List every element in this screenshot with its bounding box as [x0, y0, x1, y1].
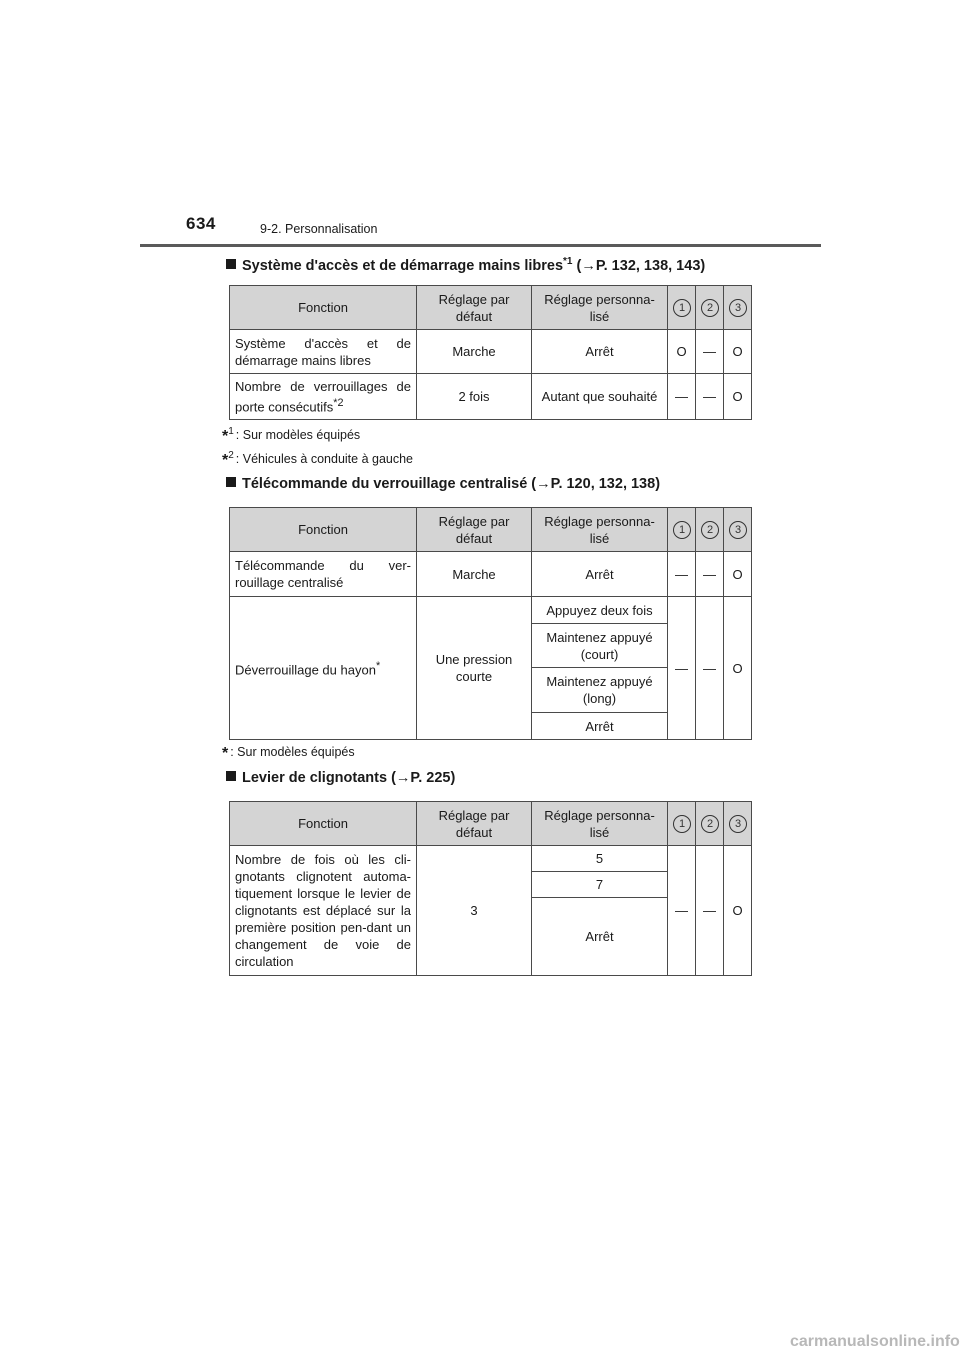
cell-custom: Arrêt	[532, 552, 668, 597]
cell-default: 3	[417, 846, 532, 976]
column-header-function: Fonction	[230, 802, 417, 846]
cell-default: 2 fois	[417, 374, 532, 420]
column-header-function: Fonction	[230, 508, 417, 552]
cell-method-2: —	[696, 846, 724, 976]
square-bullet-icon	[226, 477, 236, 487]
cell-method-3: O	[724, 597, 752, 740]
footnote-2: *$^2$ : Véhicules à conduite à gauche	[222, 450, 414, 470]
circled-1-icon: 1	[673, 299, 691, 317]
cell-method-2: —	[696, 374, 724, 420]
table-row	[230, 552, 752, 597]
cell-method-1: —	[668, 552, 696, 597]
table-header-row	[230, 508, 752, 552]
column-header-custom: Réglage personna-lisé	[532, 286, 668, 330]
circled-3-icon: 3	[729, 521, 747, 539]
column-header-default: Réglage par défaut	[417, 802, 532, 846]
footnote-1: *$^1$ : Sur modèles équipés	[222, 426, 361, 446]
cell-method-1: —	[668, 597, 696, 740]
footnote-3: * : Sur modèles équipés	[222, 745, 355, 762]
section-title-keyless: Système d'accès et de démarrage mains libres$^{*1}$ (→P. 132, 138, 143)	[226, 256, 705, 274]
cell-method-1: —	[668, 374, 696, 420]
cell-function: Nombre de fois où les cli-gnotants clignotent automa-tiquement lorsque le levier de clignotants est déplacé sur la première position pen-dant un changement de voie de circulation	[230, 846, 417, 976]
cell-default: Une pression courte	[417, 597, 532, 740]
cell-custom-option: Maintenez appuyé (long)	[532, 668, 668, 713]
cell-method-3: O	[724, 374, 752, 420]
table-row	[230, 846, 752, 872]
cell-custom-option: Appuyez deux fois	[532, 597, 668, 624]
cell-custom-option: Maintenez appuyé (court)	[532, 624, 668, 668]
cell-custom-option: Arrêt	[532, 713, 668, 740]
column-header-custom: Réglage personna-lisé	[532, 802, 668, 846]
cell-custom-option: Arrêt	[532, 898, 668, 976]
table-row	[230, 597, 752, 624]
column-header-method-1	[668, 802, 696, 846]
cell-method-3: O	[724, 552, 752, 597]
cell-method-2: —	[696, 552, 724, 597]
circled-1-icon: 1	[673, 815, 691, 833]
table-turn-signal	[229, 801, 752, 976]
column-header-custom: Réglage personna-lisé	[532, 508, 668, 552]
cell-custom-option: 5	[532, 846, 668, 872]
chapter-title: 9-2. Personnalisation	[260, 222, 378, 236]
circled-3-icon: 3	[729, 299, 747, 317]
circled-3-icon: 3	[729, 815, 747, 833]
cell-method-3: O	[724, 330, 752, 374]
column-header-method-1	[668, 286, 696, 330]
column-header-method-2	[696, 508, 724, 552]
table-header-row	[230, 286, 752, 330]
cell-method-1: O	[668, 330, 696, 374]
square-bullet-icon	[226, 259, 236, 269]
circled-2-icon: 2	[701, 299, 719, 317]
column-header-default: Réglage par défaut	[417, 508, 532, 552]
column-header-method-3	[724, 508, 752, 552]
section-title-turn-signal: Levier de clignotants (→P. 225)	[226, 770, 455, 786]
cell-method-2: —	[696, 597, 724, 740]
page-number: 634	[186, 214, 216, 233]
column-header-method-3	[724, 286, 752, 330]
square-bullet-icon	[226, 771, 236, 781]
cell-method-1: —	[668, 846, 696, 976]
column-header-method-1	[668, 508, 696, 552]
column-header-method-2	[696, 802, 724, 846]
column-header-default: Réglage par défaut	[417, 286, 532, 330]
cell-custom: Arrêt	[532, 330, 668, 374]
table-row	[230, 374, 752, 420]
cell-function: Système d'accès et de démarrage mains libres	[230, 330, 417, 374]
cell-function: Nombre de verrouillages de porte consécutifs$^{*2}$	[230, 374, 417, 420]
column-header-method-2	[696, 286, 724, 330]
table-remote	[229, 507, 752, 740]
section-title-remote: Télécommande du verrouillage centralisé (→P. 120, 132, 138)	[226, 476, 660, 492]
circled-2-icon: 2	[701, 815, 719, 833]
cell-custom-option: 7	[532, 872, 668, 898]
cell-function: Déverrouillage du hayon*	[230, 597, 417, 740]
cell-default: Marche	[417, 552, 532, 597]
cell-method-2: —	[696, 330, 724, 374]
cell-default: Marche	[417, 330, 532, 374]
header-rule	[140, 244, 821, 247]
cell-method-3: O	[724, 846, 752, 976]
circled-2-icon: 2	[701, 521, 719, 539]
cell-custom: Autant que souhaité	[532, 374, 668, 420]
watermark: carmanualsonline.info	[790, 1333, 960, 1350]
column-header-method-3	[724, 802, 752, 846]
circled-1-icon: 1	[673, 521, 691, 539]
column-header-function: Fonction	[230, 286, 417, 330]
table-keyless	[229, 285, 752, 420]
table-row	[230, 330, 752, 374]
cell-function: Télécommande du ver-rouillage centralisé	[230, 552, 417, 597]
table-header-row	[230, 802, 752, 846]
